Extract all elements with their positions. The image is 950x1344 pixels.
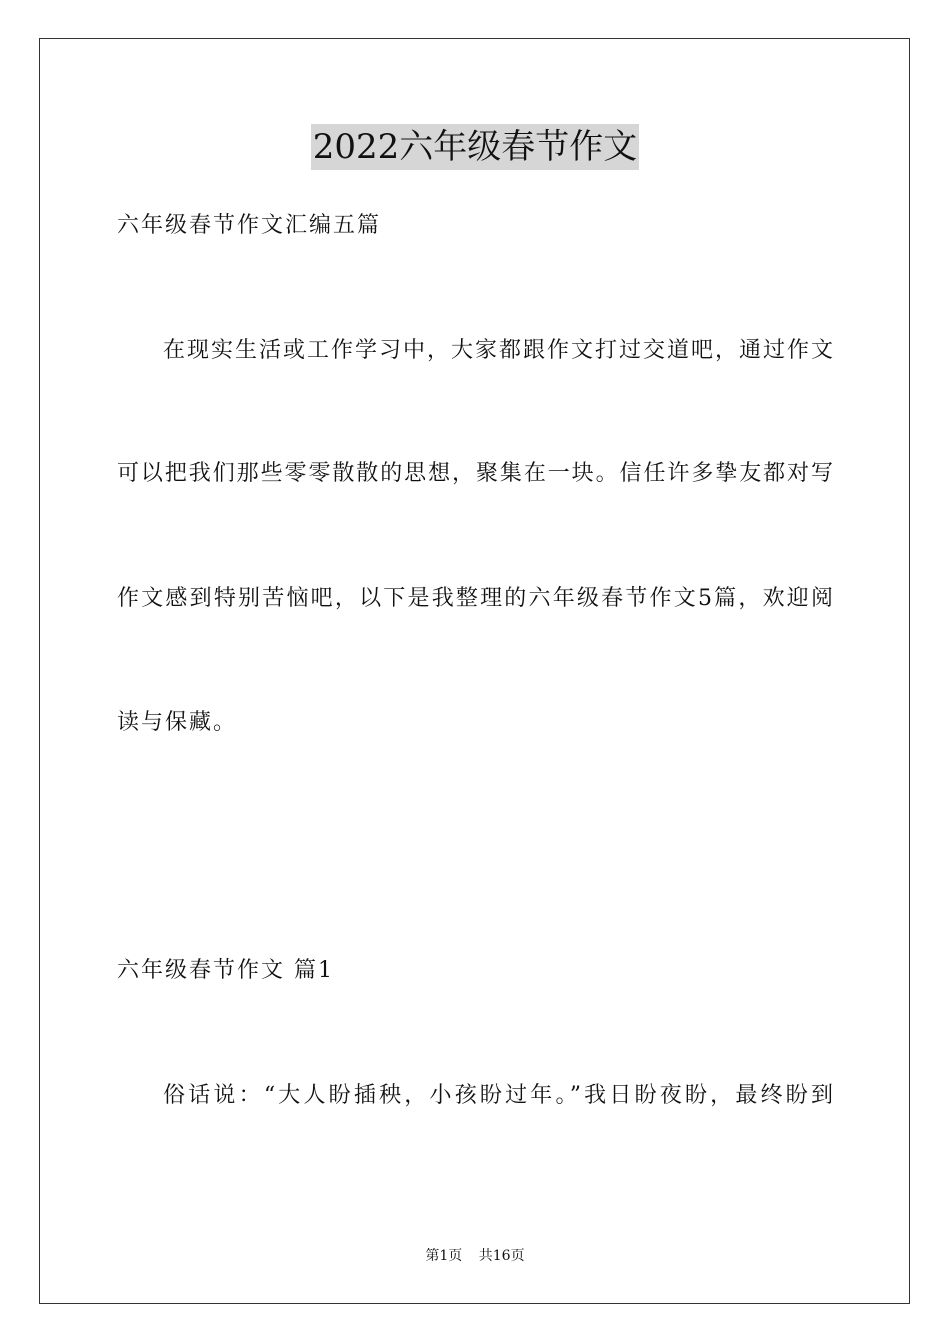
intro-line-4: 读与保藏。 bbox=[117, 710, 238, 735]
document-title: 2022六年级春节作文 bbox=[311, 124, 640, 170]
intro-line-3: 作文感到特别苦恼吧，以下是我整理的六年级春节作文5篇，欢迎阅 bbox=[117, 586, 833, 611]
section-heading: 六年级春节作文 篇1 bbox=[117, 958, 334, 983]
intro-line-2: 可以把我们那些零零散散的思想，聚集在一块。信任许多挚友都对写 bbox=[117, 461, 833, 486]
page-total: 共16页 bbox=[478, 1248, 525, 1264]
intro-line-1: 在现实生活或工作学习中，大家都跟作文打过交道吧，通过作文 bbox=[163, 338, 833, 363]
document-subtitle: 六年级春节作文汇编五篇 bbox=[117, 213, 382, 238]
title-container bbox=[0, 124, 950, 170]
page-number: 第1页 bbox=[425, 1248, 463, 1264]
section-line-1: 俗话说：“大人盼插秧，小孩盼过年。”我日盼夜盼，最终盼到 bbox=[163, 1083, 833, 1108]
page-footer bbox=[0, 1246, 950, 1266]
